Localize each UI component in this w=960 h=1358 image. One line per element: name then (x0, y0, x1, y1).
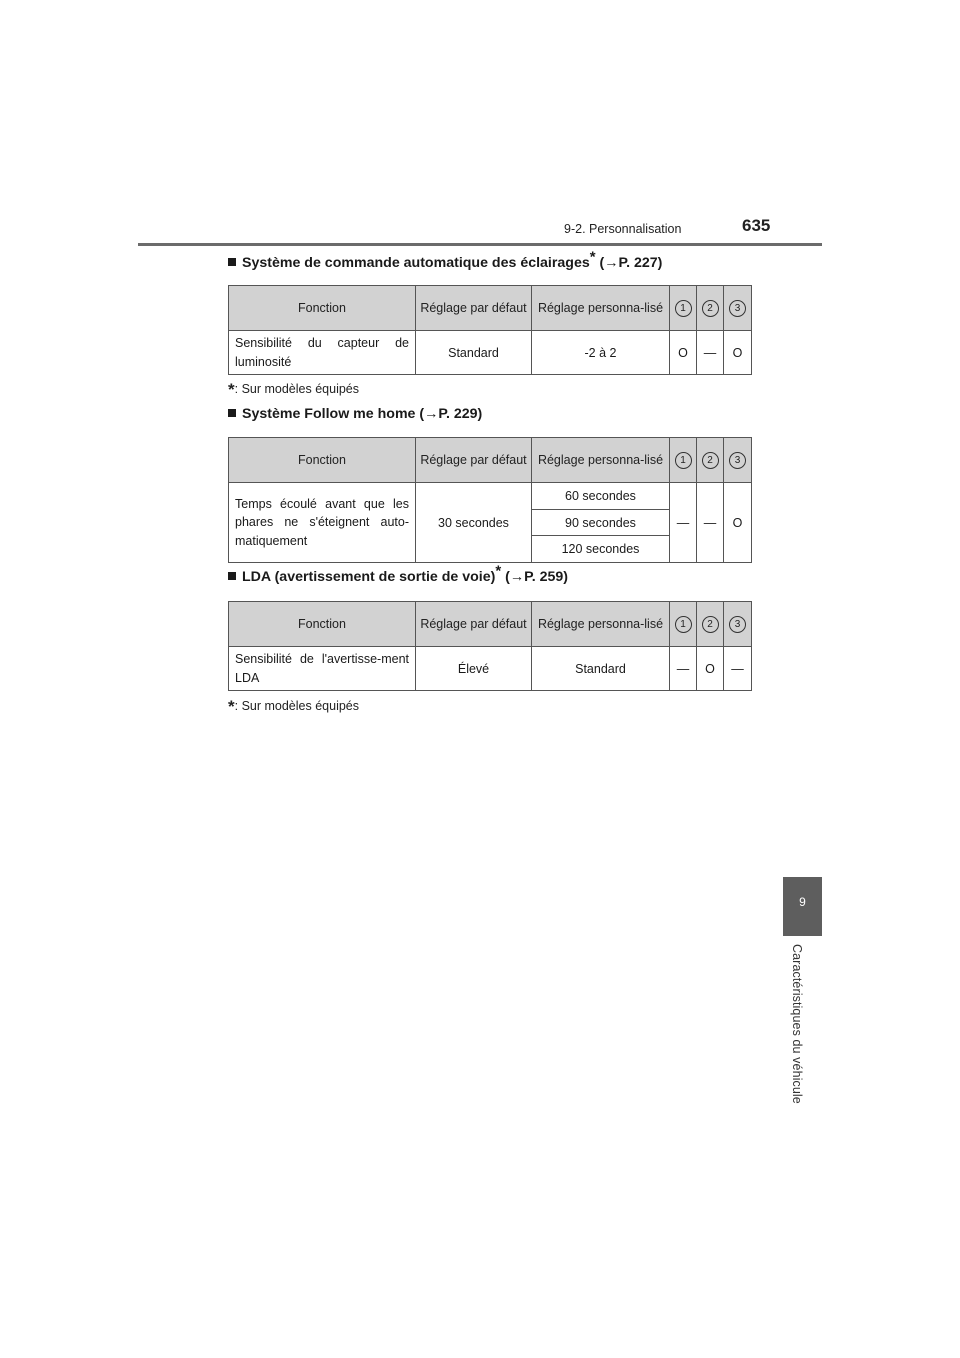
cell-perso-option: 120 secondes (532, 536, 670, 563)
circled-3-icon: 3 (729, 300, 746, 317)
cell-defaut: Standard (416, 331, 532, 375)
circled-3-icon: 3 (729, 616, 746, 633)
circled-1-icon: 1 (675, 452, 692, 469)
col-perso: Réglage personna-lisé (532, 286, 670, 331)
square-bullet-icon (228, 409, 236, 417)
section-title-eclairages: Système de commande automatique des éclairages* (→P. 227) (228, 255, 662, 271)
page-reference: P. 229) (438, 406, 483, 422)
chapter-tab (783, 877, 822, 936)
arrow-right-icon: → (604, 255, 619, 271)
col-perso: Réglage personna-lisé (532, 438, 670, 483)
col-fonction: Fonction (229, 438, 416, 483)
cell-c1: — (670, 483, 697, 563)
col-defaut: Réglage par défaut (416, 438, 532, 483)
cell-defaut: 30 secondes (416, 483, 532, 563)
page-number: 635 (742, 216, 771, 235)
page-reference: P. 259) (524, 569, 568, 585)
table-row (229, 331, 752, 375)
circled-1-icon: 1 (675, 616, 692, 633)
col-fonction: Fonction (229, 286, 416, 331)
circled-2-icon: 2 (702, 616, 719, 633)
cell-c1: O (670, 331, 697, 375)
cell-perso: Standard (532, 647, 670, 691)
square-bullet-icon (228, 258, 236, 266)
cell-c2: — (697, 331, 724, 375)
square-bullet-icon (228, 572, 236, 580)
table-eclairages (228, 285, 752, 375)
circled-1-icon: 1 (675, 300, 692, 317)
table-header-row (229, 438, 752, 483)
cell-c3: O (724, 483, 752, 563)
table-row (229, 647, 752, 691)
table-row (229, 483, 752, 510)
header-section-title: 9-2. Personnalisation (564, 222, 682, 236)
arrow-right-icon: → (509, 569, 525, 585)
footnote: *: Sur modèles équipés (228, 697, 360, 716)
table-follow-me-home (228, 437, 752, 563)
cell-c1: — (670, 647, 697, 691)
section-title-lda: LDA (avertissement de sortie de voie)* (→P. 259) (228, 569, 568, 585)
section-title-follow-me-home: Système Follow me home (→P. 229) (228, 406, 482, 422)
arrow-right-icon: → (424, 406, 439, 422)
cell-perso-option: 90 secondes (532, 510, 670, 536)
table-lda (228, 601, 752, 691)
header-divider (138, 243, 822, 246)
cell-c2: O (697, 647, 724, 691)
col-perso: Réglage personna-lisé (532, 602, 670, 647)
col-defaut: Réglage par défaut (416, 602, 532, 647)
footnote: *: Sur modèles équipés (228, 380, 360, 399)
circled-2-icon: 2 (702, 300, 719, 317)
col-defaut: Réglage par défaut (416, 286, 532, 331)
cell-fonction: Sensibilité du capteur de luminosité (229, 331, 416, 375)
cell-c2: — (697, 483, 724, 563)
circled-3-icon: 3 (729, 452, 746, 469)
cell-c3: — (724, 647, 752, 691)
col-fonction: Fonction (229, 602, 416, 647)
page-reference: P. 227) (618, 255, 663, 271)
cell-perso: -2 à 2 (532, 331, 670, 375)
circled-2-icon: 2 (702, 452, 719, 469)
cell-defaut: Élevé (416, 647, 532, 691)
chapter-label: Caractéristiques du véhicule (790, 944, 804, 1104)
chapter-number: 9 (799, 895, 806, 909)
table-header-row (229, 286, 752, 331)
cell-fonction: Temps écoulé avant que les phares ne s'éteignent auto-matiquement (229, 483, 416, 563)
table-header-row (229, 602, 752, 647)
cell-c3: O (724, 331, 752, 375)
cell-perso-option: 60 secondes (532, 483, 670, 510)
cell-fonction: Sensibilité de l'avertisse-ment LDA (229, 647, 416, 691)
